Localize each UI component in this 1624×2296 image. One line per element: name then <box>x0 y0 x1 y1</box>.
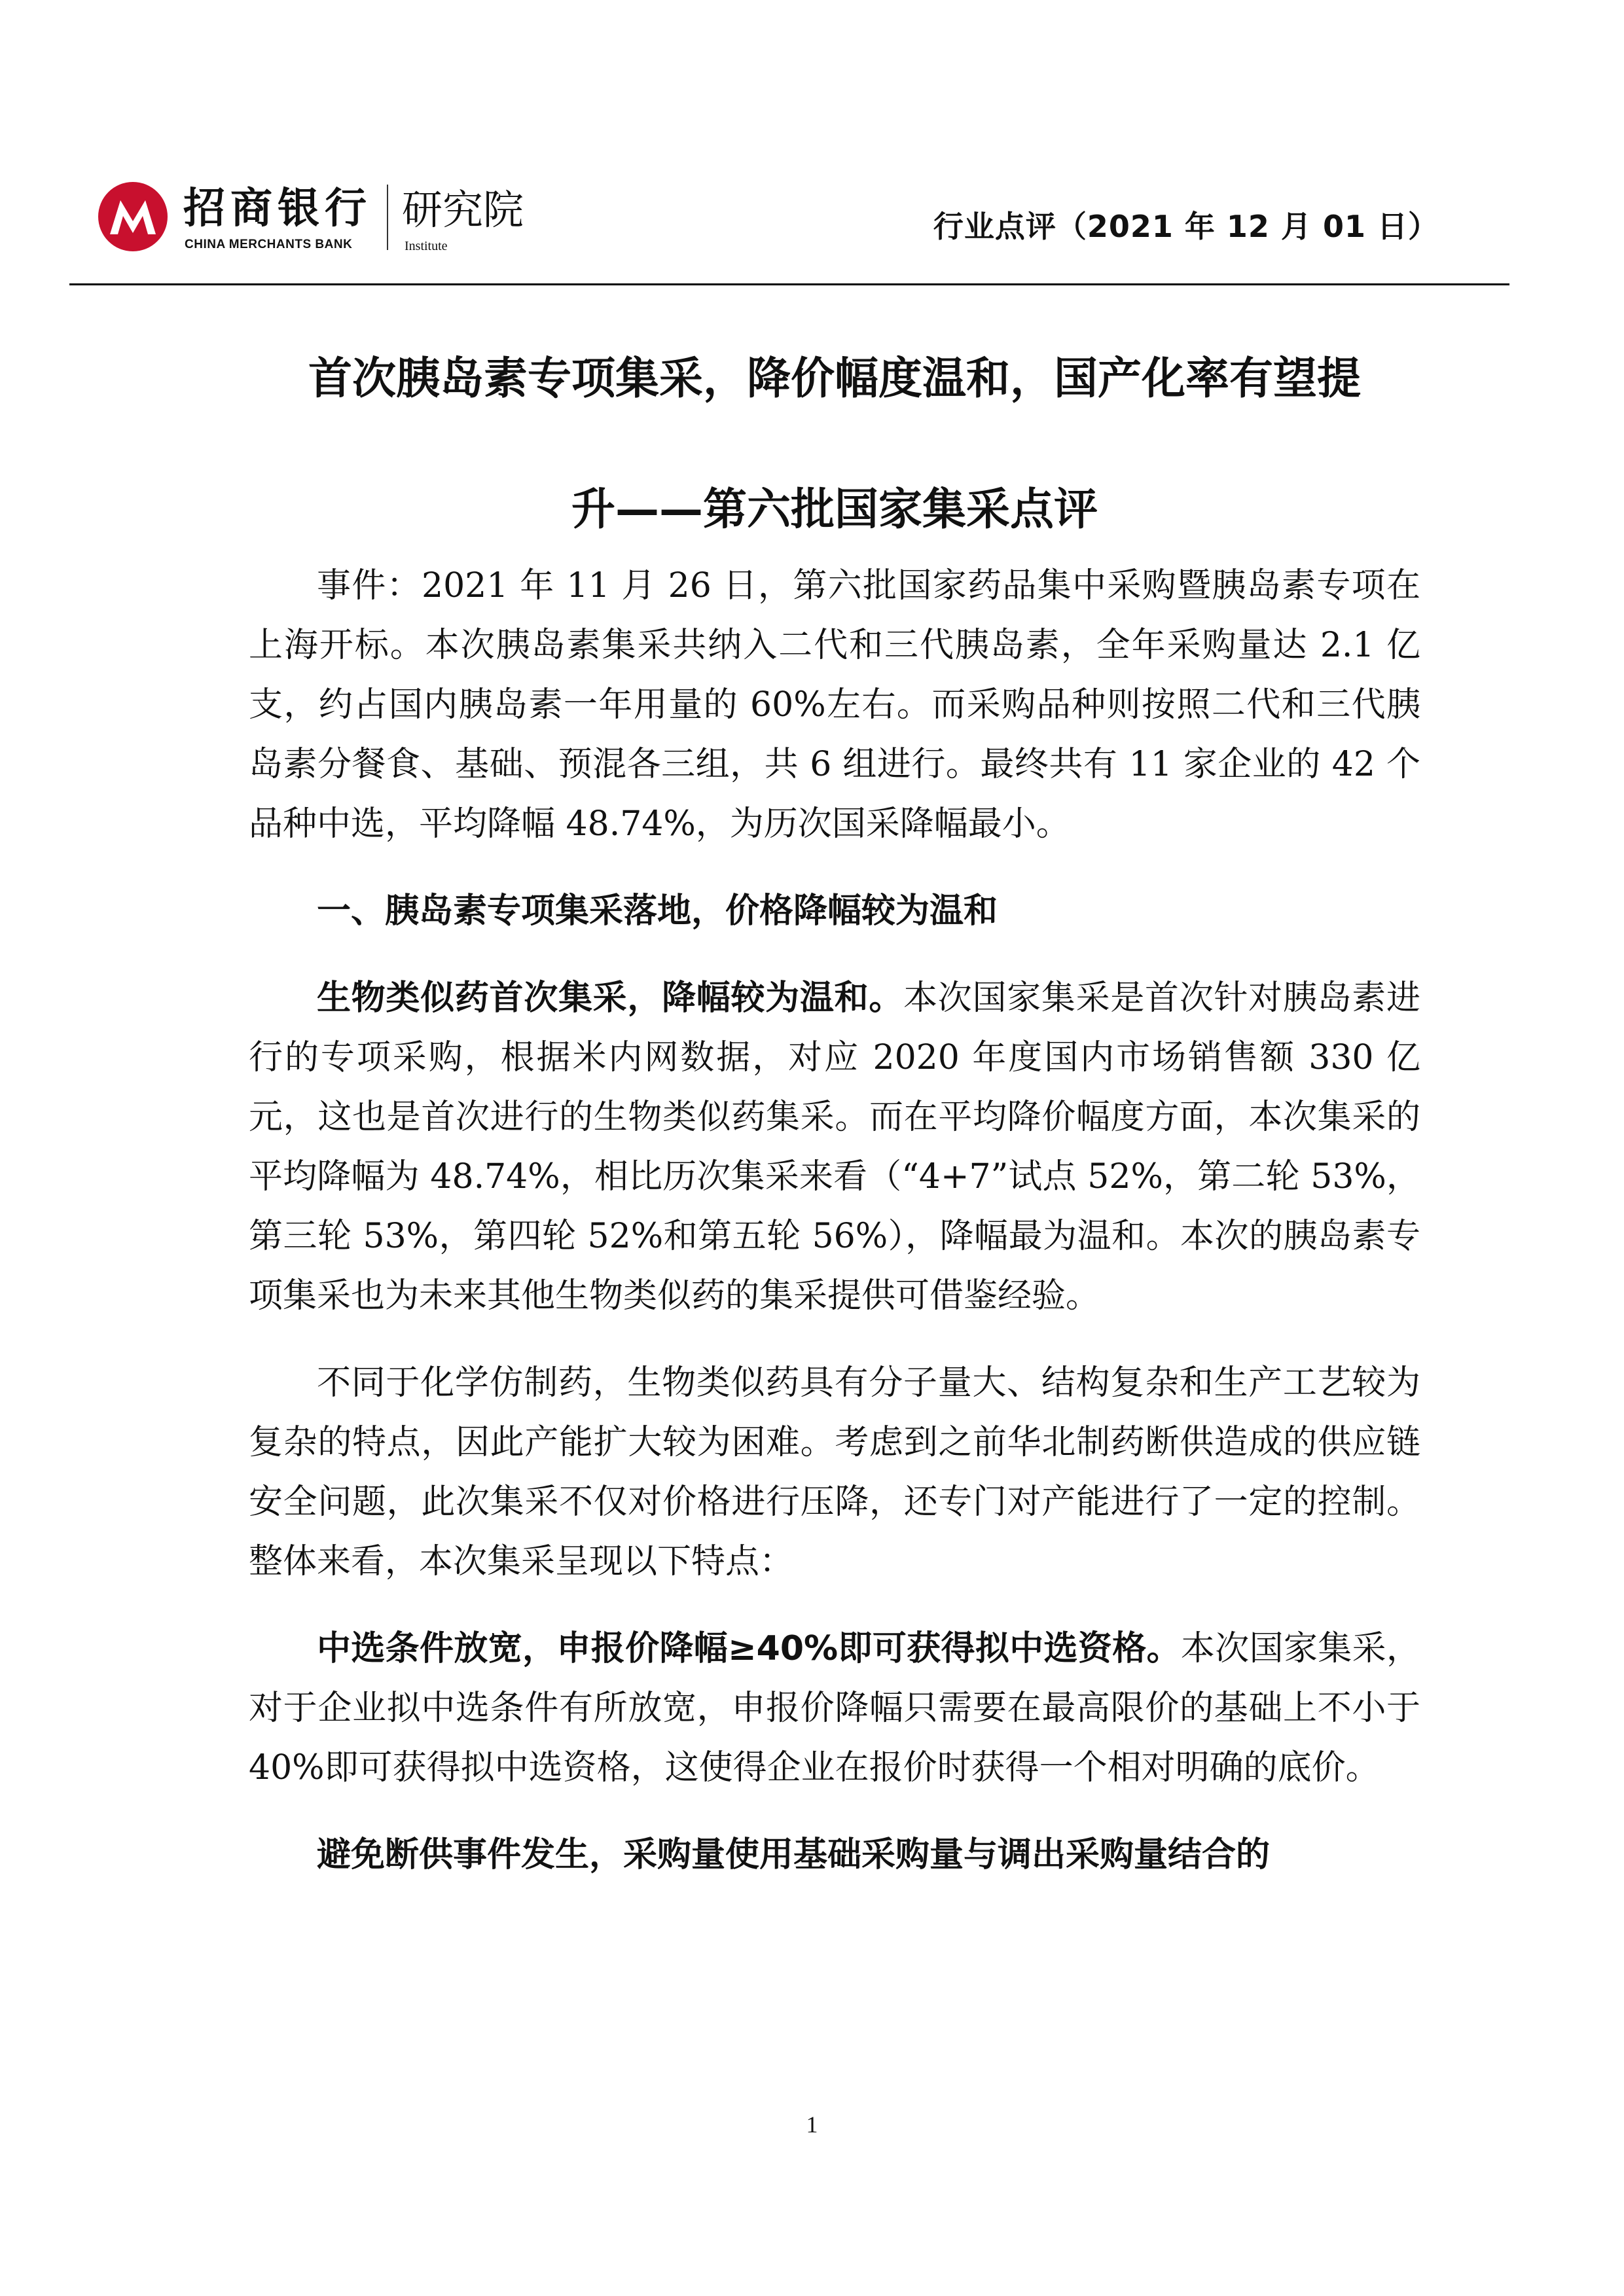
page-number: 1 <box>806 2111 818 2138</box>
header-rule <box>69 283 1509 285</box>
paragraph-text: 本次国家集采是首次针对胰岛素进行的专项采购，根据米内网数据，对应 2020 年度国内市场销售额 330 亿元，这也是首次进行的生物类似药集采。而在平均降价幅度方面，本次集采的平均降幅为 48.74%，相比历次集采来看（“4+7”试点 52%，第二轮 53%，第三轮 53%，第四轮 52%和第五轮 56%），降幅最为温和。本次的胰岛素专项集采也为未来其他生物类似药的集采提供可借鉴经验。 <box>249 978 1420 1316</box>
title-line-2: 升——第六批国家集采点评 <box>571 484 1098 535</box>
paragraph-lead-bold: 中选条件放宽，申报价降幅≥40%即可获得拟中选资格。 <box>317 1629 1181 1668</box>
paragraph-supply <box>249 1825 1420 1885</box>
institute-name-en: Institute <box>405 239 448 253</box>
paragraph-text: 本次国家集采，对于企业拟中选条件有所放宽，申报价降幅只需要在最高限价的基础上不小于 40%即可获得拟中选资格，这使得企业在报价时获得一个相对明确的底价。 <box>249 1629 1420 1787</box>
header-divider <box>387 185 388 250</box>
report-type-date: 行业点评（2021 年 12 月 01 日） <box>933 209 1439 244</box>
cmb-logo-icon <box>97 181 169 253</box>
section-heading-1: 一、胰岛素专项集采落地，价格降幅较为温和 <box>317 891 998 931</box>
paragraph-lead-bold: 生物类似药首次集采，降幅较为温和。 <box>317 978 904 1018</box>
document-body <box>249 556 1420 1885</box>
brand-name: 招商银行 <box>183 185 372 233</box>
institute-name: 研究院 <box>402 186 524 234</box>
paragraph-biosimilar <box>249 969 1420 1326</box>
brand-name-en: CHINA MERCHANTS BANK <box>185 238 353 251</box>
paragraph-capacity: 不同于化学仿制药，生物类似药具有分子量大、结构复杂和生产工艺较为复杂的特点，因此产能扩大较为困难。考虑到之前华北制药断供造成的供应链安全问题，此次集采不仅对价格进行压降，还专门对产能进行了一定的控制。整体来看，本次集采呈现以下特点： <box>249 1363 1420 1581</box>
document-title <box>249 313 1420 575</box>
paragraph-event: 事件：2021 年 11 月 26 日，第六批国家药品集中采购暨胰岛素专项在上海开标。本次胰岛素集采共纳入二代和三代胰岛素，全年采购量达 2.1 亿支，约占国内胰岛素一年用量的 60%左右。而采购品种则按照二代和三代胰岛素分餐食、基础、预混各三组，共 6 组进行。最终共有 11 家企业的 42 个品种中选，平均降幅 48.74%，为历次国采降幅最小。 <box>249 566 1420 844</box>
paragraph-lead-bold: 避免断供事件发生，采购量使用基础采购量与调出采购量结合的 <box>317 1835 1271 1874</box>
report-header <box>97 181 1504 285</box>
title-line-1: 首次胰岛素专项集采，降价幅度温和，国产化率有望提 <box>308 353 1361 404</box>
paragraph-selection <box>249 1619 1420 1798</box>
